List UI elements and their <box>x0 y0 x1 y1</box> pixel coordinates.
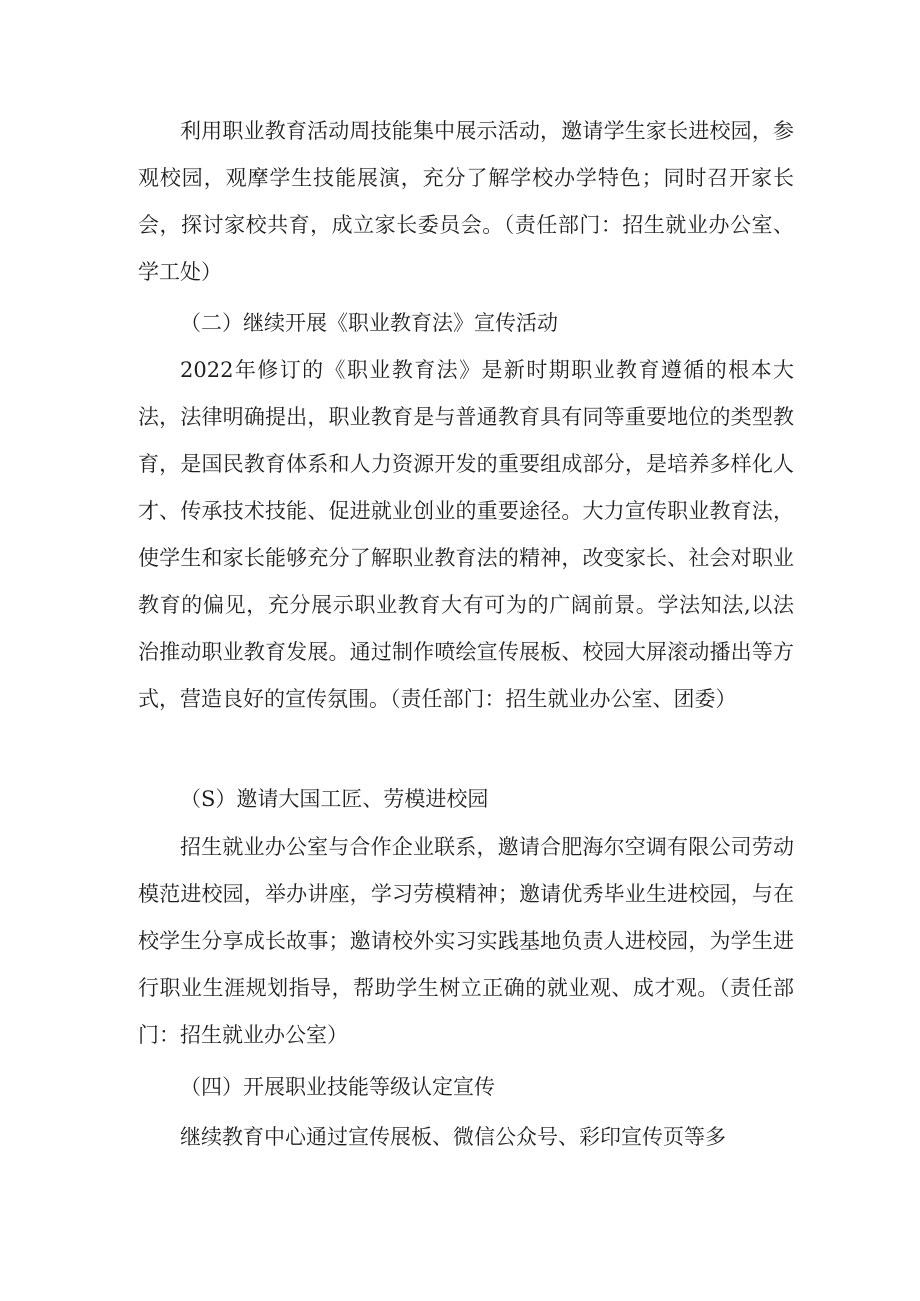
paragraph-vocational-law: 2022年修订的《职业教育法》是新时期职业教育遵循的根本大法，法律明确提出，职业教育是与普通教育具有同等重要地位的类型教育，是国民教育体系和人力资源开发的重要组成部分，是培养多样化人才、传承技术技能、促进就业创业的重要途径。大力宣传职业教育法，使学生和家长能够充分了解职业教育法的精神，改变家长、社会对职业教育的偏见，充分展示职业教育大有可为的广阔前景。学法知法,以法治推动职业教育发展。通过制作喷绘宣传展板、校园大屏滚动播出等方式，营造良好的宣传氛围。（责任部门：招生就业办公室、团委） <box>138 358 794 711</box>
paragraph-skill-certification: 继续教育中心通过宣传展板、微信公众号、彩印宣传页等多 <box>180 1125 726 1149</box>
section-heading-3: （S）邀请大国工匠、劳模进校园 <box>180 787 489 811</box>
paragraph-craftsmen-visit: 招生就业办公室与合作企业联系，邀请合肥海尔空调有限公司劳动模范进校园，举办讲座，学习劳模精神；邀请优秀毕业生进校园，与在校学生分享成长故事；邀请校外实习实践基地负责人进校园，为学生进行职业生涯规划指导，帮助学生树立正确的就业观、成才观。（责任部门：招生就业办公室） <box>138 835 794 1047</box>
section-heading-4: （四）开展职业技能等级认定宣传 <box>180 1075 495 1099</box>
section-heading-2: （二）继续开展《职业教育法》宣传活动 <box>180 311 558 335</box>
paragraph-parent-visit: 利用职业教育活动周技能集中展示活动，邀请学生家长进校园，参观校园，观摩学生技能展演，充分了解学校办学特色；同时召开家长会，探讨家校共育，成立家长委员会。（责任部门：招生就业办公室、学工处） <box>138 119 794 284</box>
